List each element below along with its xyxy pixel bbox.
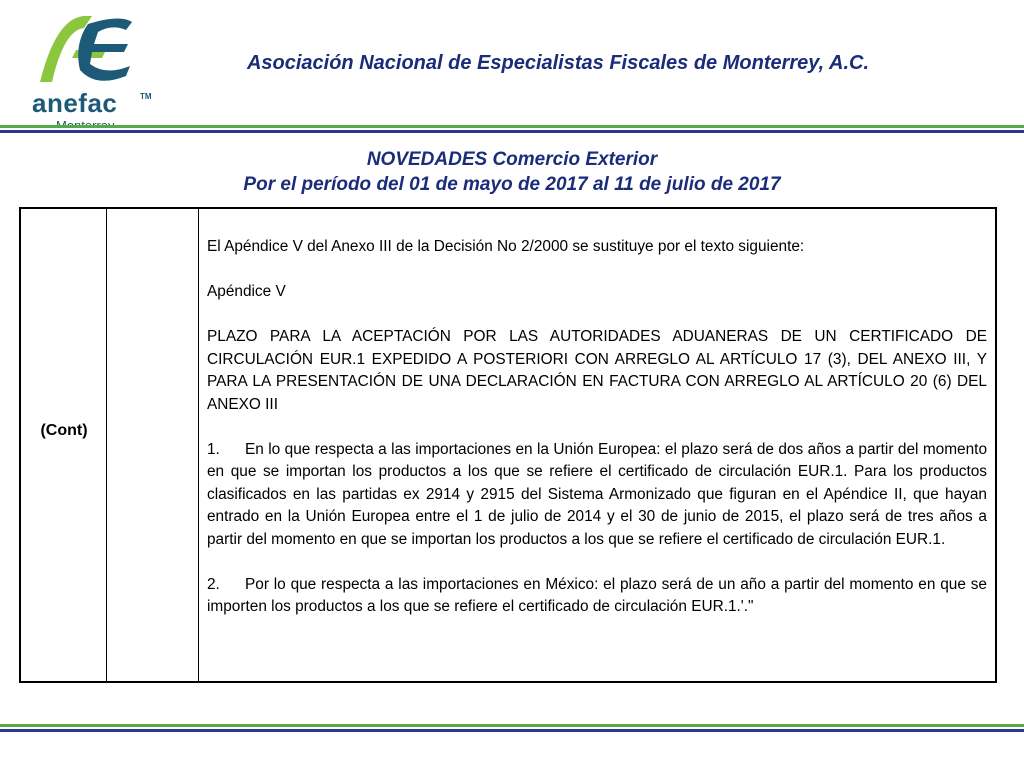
intro-paragraph: El Apéndice V del Anexo III de la Decisión No 2/2000 se sustituye por el texto siguiente: xyxy=(207,238,805,255)
organization-title: Asociación Nacional de Especialistas Fiscales de Monterrey, A.C. xyxy=(246,52,870,74)
table-column-1 xyxy=(21,209,107,681)
appendix-title: Apéndice V xyxy=(207,283,286,300)
logo-mark-icon xyxy=(36,10,136,88)
table-column-3 xyxy=(207,236,987,619)
item-2-text: Por lo que respecta a las importaciones en México: el plazo será de un año a partir del momento en que se importen los productos a los que se refiere el certificado de circulación EUR.1.'." xyxy=(207,575,987,615)
continuation-label: (Cont) xyxy=(40,422,88,439)
top-divider xyxy=(0,125,1024,133)
page-heading xyxy=(0,147,1024,197)
table-column-2 xyxy=(107,209,199,681)
bottom-divider xyxy=(0,724,1024,732)
item-2-paragraph xyxy=(207,574,987,619)
content-table xyxy=(19,207,997,683)
logo-wordmark: anefac xyxy=(32,88,118,118)
item-1-paragraph xyxy=(207,439,987,552)
heading-line-1: NOVEDADES Comercio Exterior xyxy=(366,149,658,170)
caps-heading-paragraph: PLAZO PARA LA ACEPTACIÓN POR LAS AUTORIDADES ADUANERAS DE UN CERTIFICADO DE CIRCULACIÓN EUR.1 EXPEDIDO A POSTERIORI CON ARREGLO AL ARTÍCULO 17 (3), DEL ANEXO III, Y PARA LA PRESENTACIÓN DE UNA DECLARACIÓN EN FACTURA CON ARREGLO AL ARTÍCULO 20 (6) DEL ANEXO III xyxy=(207,328,987,413)
item-2-number: 2. xyxy=(207,575,220,593)
logo-trademark: TM xyxy=(140,92,152,101)
item-1-number: 1. xyxy=(207,440,220,458)
anefac-logo xyxy=(22,8,152,128)
item-1-text: En lo que respecta a las importaciones en la Unión Europea: el plazo será de dos años a partir del momento en que se importan los productos a los que se refiere el certificado de circulación EUR.1. Para los productos clasificados en las partidas ex 2914 y 2915 del Sistema Armonizado que figuran en el Apéndice II, que hayan entrado en la Unión Europea entre el 1 de julio de 2014 y el 30 de junio de 2015, el plazo será de tres años a partir del momento en que se importan los productos a los que se refiere el certificado de circulación EUR.1. xyxy=(207,440,987,548)
heading-line-2: Por el período del 01 de mayo de 2017 al 11 de julio de 2017 xyxy=(243,174,781,195)
